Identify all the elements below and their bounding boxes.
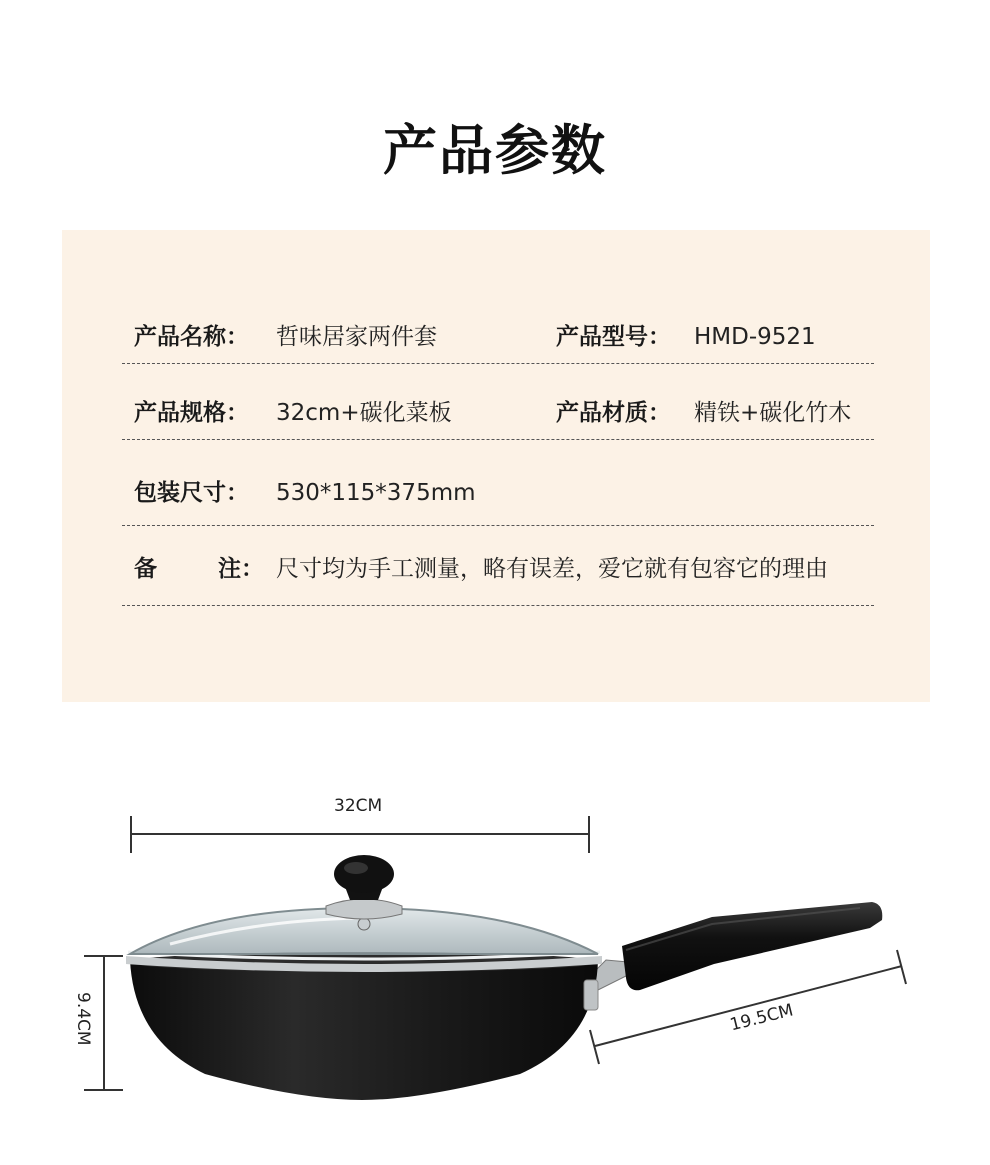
param-row-spec-material [122, 390, 874, 440]
param-label-note-left: 备 [134, 556, 157, 582]
param-label-package: 包装尺寸： [134, 480, 249, 506]
param-label-spec: 产品规格： [134, 400, 249, 426]
handle-length-label: 19.5CM [728, 1000, 796, 1036]
param-label-note-right: 注： [218, 556, 264, 582]
param-value-package: 530*115*375mm [276, 480, 476, 506]
param-row-package [122, 470, 874, 526]
param-value-spec: 32cm+碳化菜板 [276, 400, 452, 426]
param-value-product-name: 哲味居家两件套 [276, 324, 437, 350]
param-value-model: HMD-9521 [694, 324, 816, 350]
params-panel [62, 230, 930, 702]
diameter-label: 32CM [334, 796, 383, 816]
wok-dimension-diagram [0, 760, 990, 1165]
wok-body [126, 952, 602, 1100]
param-label-model: 产品型号： [556, 324, 671, 350]
param-label-material: 产品材质： [556, 400, 671, 426]
height-label: 9.4CM [73, 992, 93, 1046]
param-value-note: 尺寸均为手工测量，略有误差，爱它就有包容它的理由 [276, 556, 828, 582]
param-row-name-model [122, 314, 874, 364]
page-title: 产品参数 [383, 118, 607, 182]
wok-illustration [0, 760, 990, 1165]
param-row-note [122, 546, 874, 606]
wok-handle [588, 902, 882, 990]
lid-knob [326, 855, 402, 919]
diameter-dimension-line [131, 816, 589, 853]
param-value-material: 精铁+碳化竹木 [694, 400, 852, 426]
param-label-product-name: 产品名称： [134, 324, 249, 350]
